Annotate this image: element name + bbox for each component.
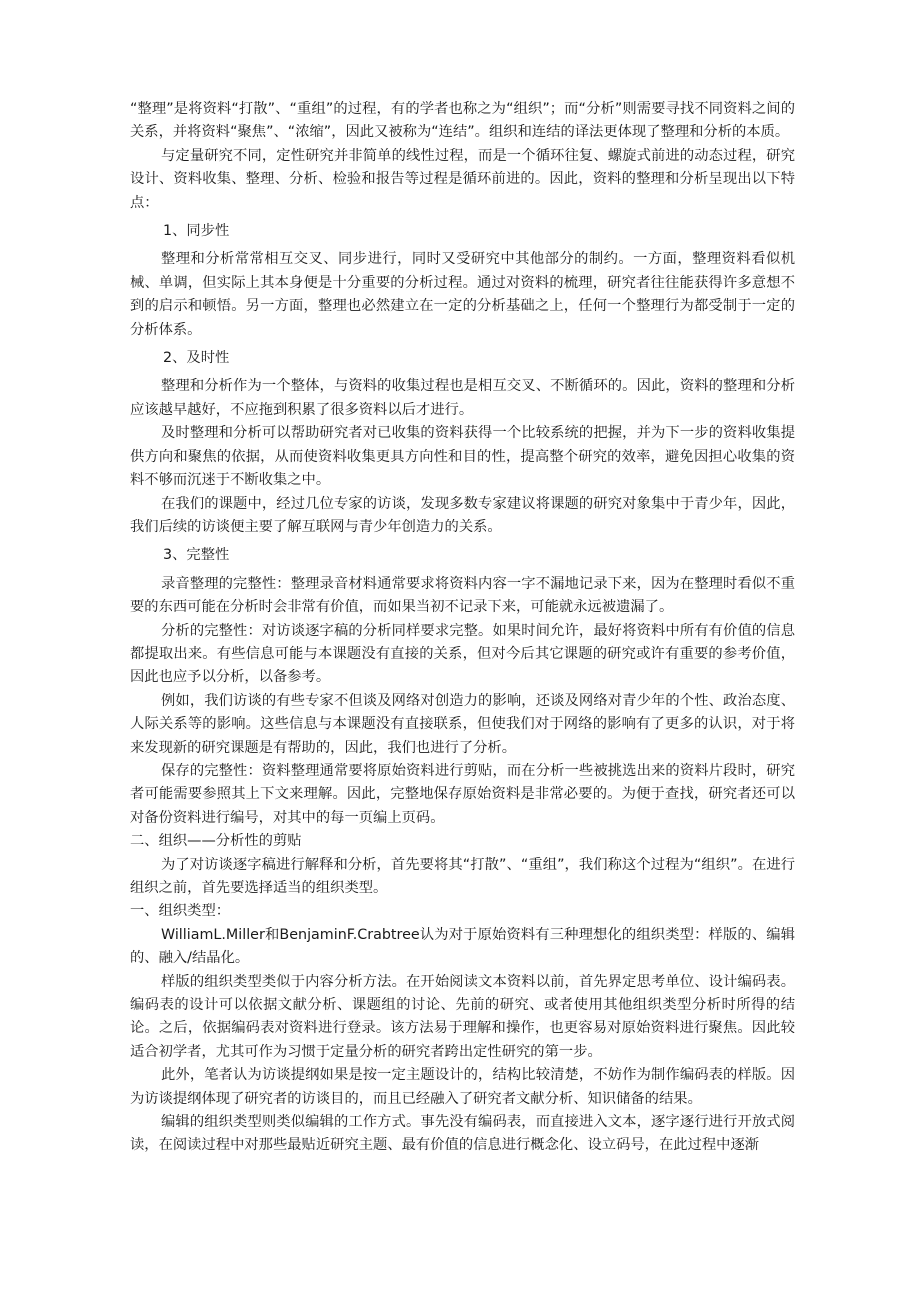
heading-synchronicity: 1、同步性 [163, 223, 230, 240]
paragraph-organization-intro: 为了对访谈逐字稿进行解释和分析，首先要将其“打散”、“重组”，我们称这个过程为“组织”。在进行组织之前，首先要选择适当的组织类型。 [130, 856, 795, 896]
paragraph-recording-completeness: 录音整理的完整性：整理录音材料通常要求将资料内容一字不漏地记录下来，因为在整理时看似不重要的东西可能在分析时会非常有价值，而如果当初不记录下来，可能就永远被遗漏了。 [130, 575, 795, 616]
paragraph-timeliness-3: 在我们的课题中，经过几位专家的访谈，发现多数专家建议将课题的研究对象集中于青少年，因此，我们后续的访谈便主要了解互联网与青少年创造力的关系。 [130, 495, 795, 535]
heading-organization: 二、组织——分析性的剪贴 [130, 833, 302, 850]
paragraph-interview-outline: 此外，笔者认为访谈提纲如果是按一定主题设计的，结构比较清楚，不妨作为制作编码表的样版。因为访谈提纲体现了研究者的访谈目的，而且已经融入了研究者文献分析、知识储备的结果。 [130, 1067, 795, 1107]
paragraph-timeliness-1: 整理和分析作为一个整体，与资料的收集过程也是相互交叉、不断循环的。因此，资料的整理和分析应该越早越好，不应拖到积累了很多资料以后才进行。 [130, 378, 795, 418]
paragraph-synchronicity: 整理和分析常常相互交叉、同步进行，同时又受研究中其他部分的制约。一方面，整理资料看似机械、单调，但实际上其本身便是十分重要的分析过程。通过对资料的梳理，研究者往往能获得许多意想不到的启示和顿悟。另一方面，整理也必然建立在一定的分析基础之上，任何一个整理行为都受制于一定的分析体系。 [130, 251, 795, 338]
paragraph-analysis-completeness: 分析的完整性：对访谈逐字稿的分析同样要求完整。如果时间允许，最好将资料中所有有价值的信息都提取出来。有些信息可能与本课题没有直接的关系，但对今后其它课题的研究或许有重要的参考价值，因此也应予以分析，以备参考。 [130, 622, 795, 686]
paragraph-template-type: 样版的组织类型类似于内容分析方法。在开始阅读文本资料以前，首先界定思考单位、设计编码表。编码表的设计可以依据文献分析、课题组的讨论、先前的研究、或者使用其他组织类型分析时所得的结论。之后，依据编码表对资料进行登录。该方法易于理解和操作，也更容易对原始资料进行聚焦。因此较适合初学者，尤其可作为习惯于定量分析的研究者跨出定性研究的第一步。 [130, 973, 795, 1060]
paragraph-storage-completeness: 保存的完整性：资料整理通常要将原始资料进行剪贴，而在分析一些被挑选出来的资料片段时，研究者可能需要参照其上下文来理解。因此，完整地保存原始资料是非常必要的。为便于查找，研究者还可以对备份资料进行编号，对其中的每一页编上页码。 [130, 762, 795, 826]
paragraph-miller-crabtree: WilliamL.Miller和BenjaminF.Crabtree认为对于原始资料有三种理想化的组织类型：样版的、编辑的、融入/结晶化。 [130, 926, 795, 967]
paragraph-timeliness-2: 及时整理和分析可以帮助研究者对已收集的资料获得一个比较系统的把握，并为下一步的资料收集提供方向和聚焦的依据，从而使资料收集更具方向性和目的性，提高整个研究的效率，避免因担心收集的资料不够而沉迷于不断收集之中。 [130, 425, 795, 489]
heading-organization-types: 一、组织类型： [130, 903, 231, 920]
paragraph-example: 例如，我们访谈的有些专家不但谈及网络对创造力的影响，还谈及网络对青少年的个性、政治态度、人际关系等的影响。这些信息与本课题没有直接联系，但使我们对于网络的影响有了更多的认识，对于将来发现新的研究课题是有帮助的，因此，我们也进行了分析。 [130, 692, 795, 756]
paragraph-editing-type: 编辑的组织类型则类似编辑的工作方式。事先没有编码表，而直接进入文本，逐字逐行进行开放式阅读，在阅读过程中对那些最贴近研究主题、最有价值的信息进行概念化、设立码号，在此过程中逐渐 [130, 1114, 795, 1154]
heading-timeliness: 2、及时性 [163, 350, 230, 367]
document-body [130, 98, 795, 1158]
paragraph-organize-definition: “整理”是将资料“打散”、“重组”的过程，有的学者也称之为“组织”；而“分析”则需要寻找不同资料之间的关系，并将资料“聚焦”、“浓缩”，因此又被称为“连结”。组织和连结的译法更体现了整理和分析的本质。 [130, 101, 795, 141]
heading-completeness: 3、完整性 [163, 547, 230, 564]
paragraph-qualitative-process: 与定量研究不同，定性研究并非简单的线性过程，而是一个循环往复、螺旋式前进的动态过程，研究设计、资料收集、整理、分析、检验和报告等过程是循环前进的。因此，资料的整理和分析呈现出以下特点： [130, 147, 795, 211]
